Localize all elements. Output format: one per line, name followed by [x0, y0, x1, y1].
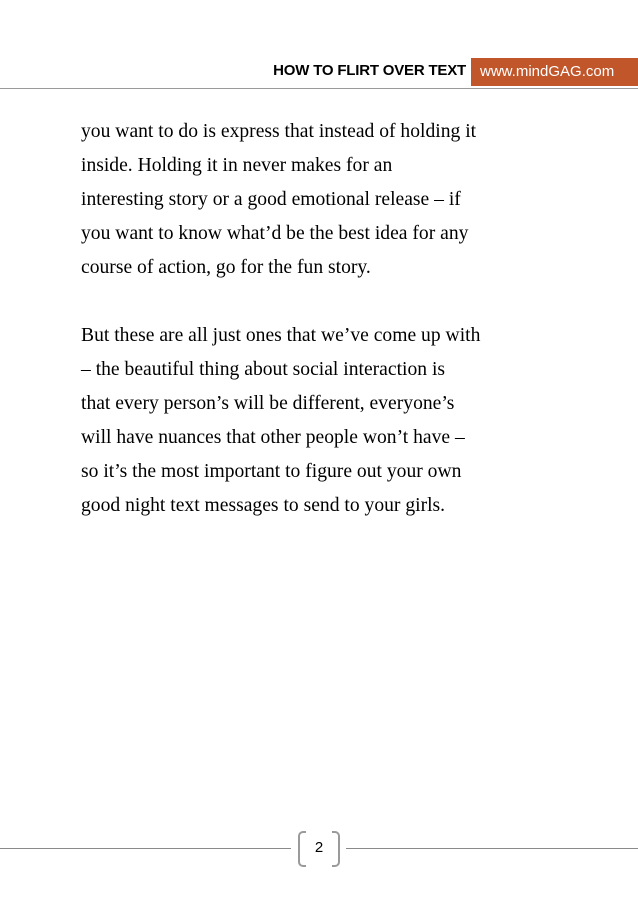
text-line: good night text messages to send to your girls. [81, 495, 446, 516]
page-number-bracket-right [332, 831, 340, 867]
text-line: interesting story or a good emotional release – if [81, 189, 461, 210]
text-line: course of action, go for the fun story. [81, 257, 371, 278]
text-line: you want to know what’d be the best idea for any [81, 223, 469, 244]
document-title: HOW TO FLIRT OVER TEXT [273, 62, 466, 79]
text-line: – the beautiful thing about social interaction is [81, 359, 446, 380]
page-number-bracket-left [298, 831, 306, 867]
paragraph [81, 319, 581, 523]
page-number: 2 [314, 839, 324, 856]
text-line: will have nuances that other people won’t have – [81, 427, 465, 448]
website-label: www.mindGAG.com [471, 58, 638, 86]
footer-divider-left [0, 848, 291, 849]
header-divider [0, 88, 638, 89]
text-line: that every person’s will be different, everyone’s [81, 393, 455, 414]
text-line: inside. Holding it in never makes for an [81, 155, 393, 176]
text-line: But these are all just ones that we’ve come up with [81, 325, 481, 346]
paragraph [81, 115, 581, 285]
page-header [0, 58, 638, 86]
page-body [81, 115, 581, 523]
footer-divider-right [346, 848, 638, 849]
text-line: you want to do is express that instead of holding it [81, 121, 477, 142]
text-line: so it’s the most important to figure out your own [81, 461, 462, 482]
